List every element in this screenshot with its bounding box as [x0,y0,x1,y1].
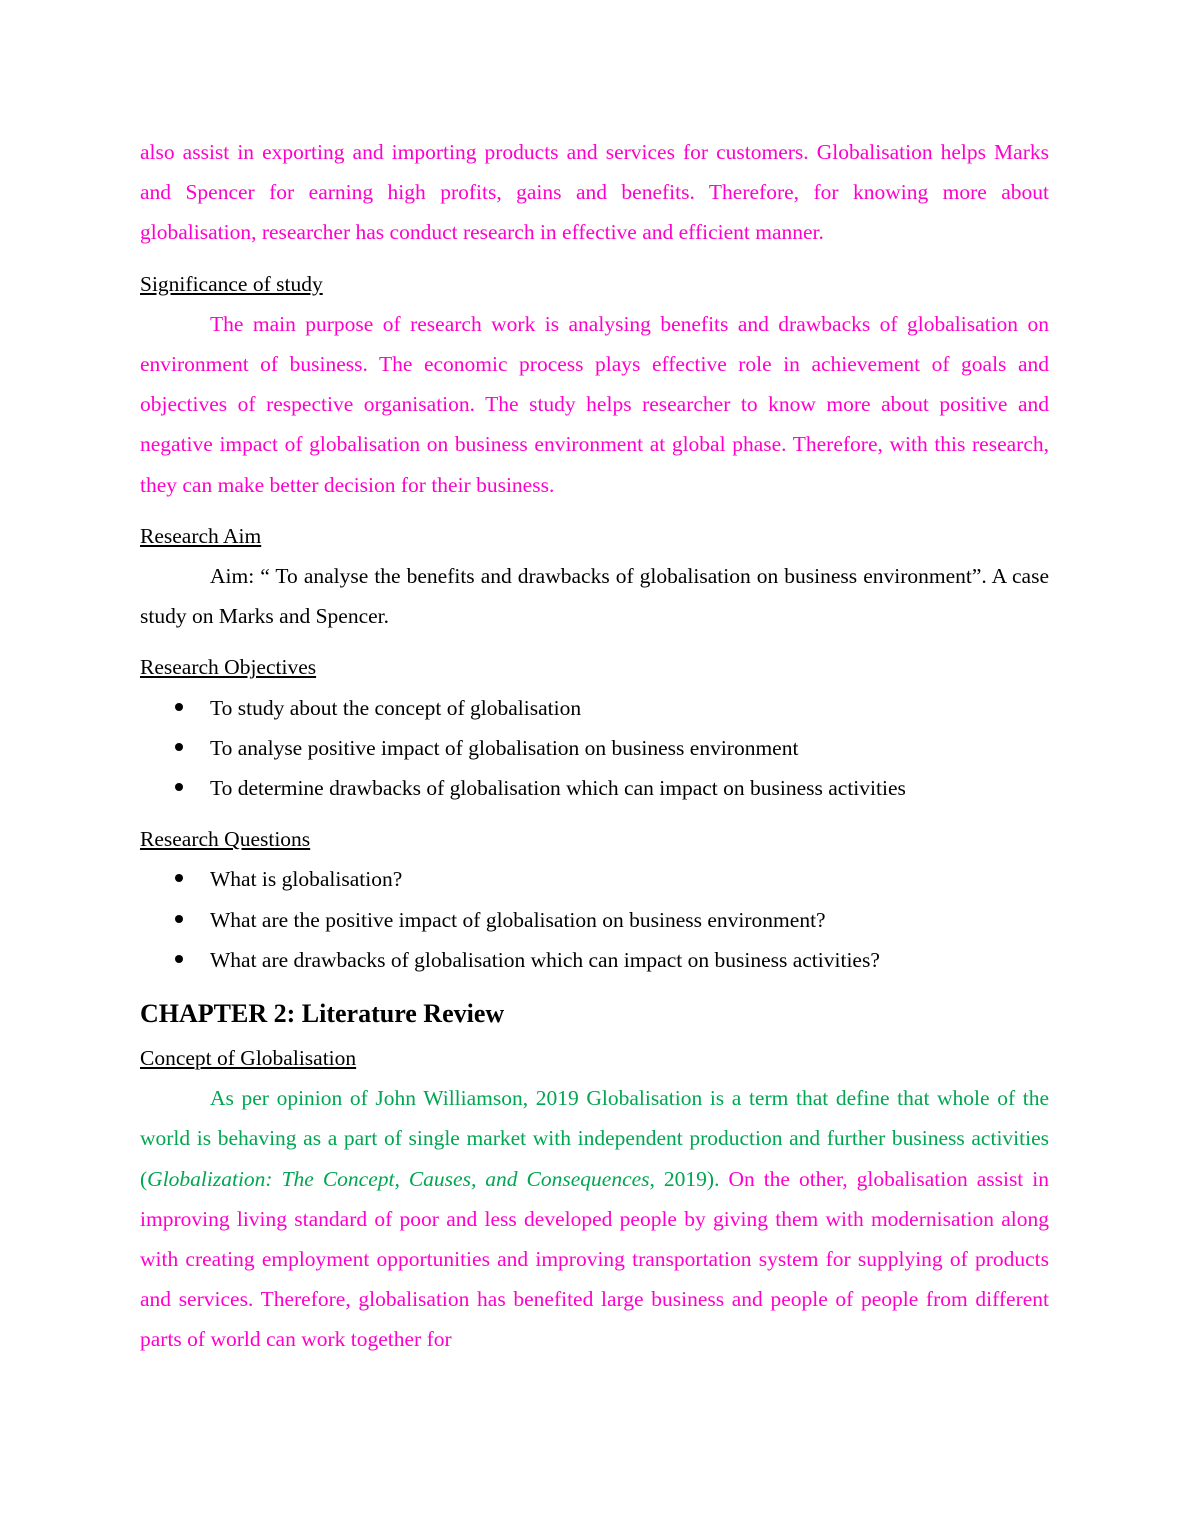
bullet-icon [175,955,183,963]
research-objectives-heading: Research Objectives [140,655,317,680]
research-aim-heading: Research Aim [140,523,262,548]
concept-pink-text: On the other, globalisation assist in improving living standard of poor and less developed people by giving them with modernisation along with creating employment opportunities and improving transportation system for supplying of products and services. Therefore, globalisation has benefited large business and people of people from different parts of world can work together for [140,1166,1049,1352]
concept-green-text: As per opinion of John Williamson, 2019 Globalisation is a term that define that whole of the world is behaving as a part of single market with independent production and further business activities ( [140,1086,1049,1191]
intro-paragraph: also assist in exporting and importing products and services for customers. Globalisation helps Marks and Spencer for earning high profits, gains and benefits. Therefore, for knowing more about globalisation, researcher has conduct research in effective and efficient manner. [140,140,1049,245]
bullet-icon [175,703,183,711]
objective-text: To study about the concept of globalisation [210,695,582,720]
list-item [140,768,1049,808]
chapter-title: CHAPTER 2: Literature Review [140,999,505,1029]
concept-paragraph [140,1078,1049,1359]
research-objectives-list [140,688,1049,809]
significance-heading: Significance of study [140,271,323,296]
question-text: What are the positive impact of globalisation on business environment? [210,907,826,932]
question-text: What are drawbacks of globalisation which can impact on business activities? [210,947,880,972]
research-questions-list [140,859,1049,980]
significance-paragraph: The main purpose of research work is analysing benefits and drawbacks of globalisation on environment of business. The economic process plays effective role in achievement of goals and objectives of respective organisation. The study helps researcher to know more about positive and negative impact of globalisation on business environment at global phase. Therefore, with this research, they can make better decision for their business. [140,311,1049,497]
bullet-icon [175,915,183,923]
document-page [140,132,1049,1360]
list-item [140,728,1049,768]
citation-title: Globalization: The Concept, Causes, and Consequences [147,1166,650,1191]
list-item [140,688,1049,728]
bullet-icon [175,874,183,882]
research-aim-paragraph: Aim: “ To analyse the benefits and drawbacks of globalisation on business environment”. A case study on Marks and Spencer. [140,564,1049,629]
list-item [140,859,1049,899]
list-item [140,940,1049,980]
objective-text: To determine drawbacks of globalisation which can impact on business activities [210,776,906,801]
list-item [140,900,1049,940]
objective-text: To analyse positive impact of globalisation on business environment [210,735,799,760]
research-questions-heading: Research Questions [140,827,311,852]
bullet-icon [175,783,183,791]
concept-heading: Concept of Globalisation [140,1046,357,1071]
question-text: What is globalisation? [210,867,403,892]
citation-end: , 2019). [649,1166,720,1191]
bullet-icon [175,743,183,751]
